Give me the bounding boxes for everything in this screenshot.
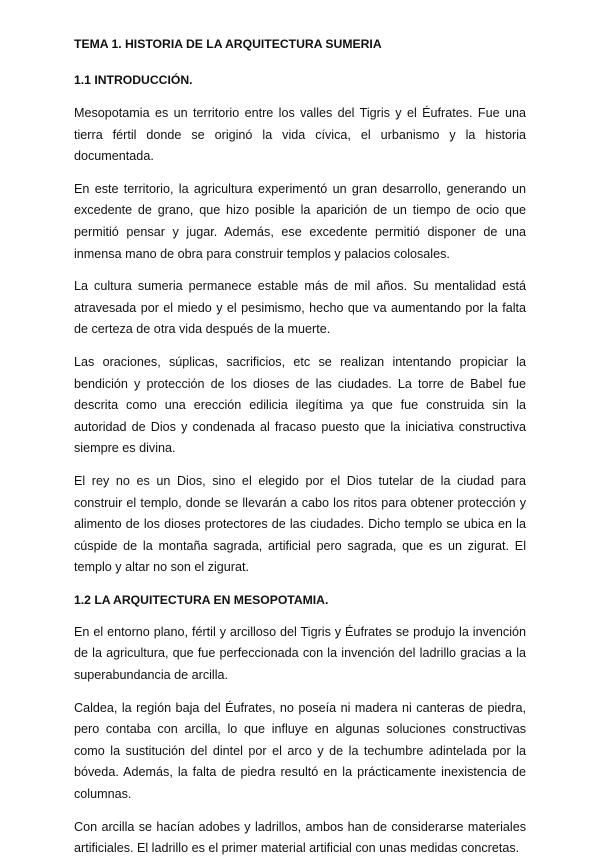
paragraph: Caldea, la región baja del Éufrates, no poseía ni madera ni canteras de piedra, pero contaba con arcilla, lo que influye en algunas soluciones constructivas como la sustitución del dintel por el arco y de la techumbre adintelada por la bóveda. Además, la falta de piedra resultó en la prácticamente inexistencia de columnas. [74,700,526,802]
section-heading-arquitectura: 1.2 LA ARQUITECTURA EN MESOPOTAMIA. [74,592,329,607]
paragraph: Mesopotamia es un territorio entre los valles del Tigris y el Éufrates. Fue una tierra fértil donde se originó la vida cívica, el urbanismo y la historia documentada. [74,106,526,164]
paragraph: La cultura sumeria permanece estable más de mil años. Su mentalidad está atravesada por el miedo y el pesimismo, hecho que va aumentando por la falta de certeza de otra vida después de la muerte. [74,279,526,337]
paragraph: En este territorio, la agricultura experimentó un gran desarrollo, generando un excedente de grano, que hizo posible la aparición de un tiempo de ocio que permitió pensar y jugar. Además, ese excedente permitió disponer de una inmensa mano de obra para construir templos y palacios colosales. [74,181,526,261]
section-heading-introduccion: 1.1 INTRODUCCIÓN. [74,73,193,87]
paragraph: En el entorno plano, fértil y arcilloso del Tigris y Éufrates se produjo la invención de la agricultura, que fue perfeccionada con la invención del ladrillo gracias a la superabundancia de arcilla. [74,624,526,683]
paragraph: Con arcilla se hacían adobes y ladrillos, ambos han de considerarse materiales artificiales. El ladrillo es el primer material artificial con unas medidas concretas. [74,819,526,856]
document-page [74,36,526,856]
document-title: TEMA 1. HISTORIA DE LA ARQUITECTURA SUMERIA [74,37,382,51]
paragraph: El rey no es un Dios, sino el elegido por el Dios tutelar de la ciudad para construir el templo, donde se llevarán a cabo los ritos para obtener protección y alimento de los dioses protectores de las ciudades. Dicho templo se ubica en la cúspide de la montaña sagrada, artificial pero sagrada, que es un zigurat. El templo y altar no son el zigurat. [74,473,526,575]
paragraph: Las oraciones, súplicas, sacrificios, etc se realizan intentando propiciar la bendición y protección de los dioses de las ciudades. La torre de Babel fue descrita como una erección edilicia ilegítima ya que fue construida sin la autoridad de Dios y condenada al fracaso puesto que la iniciativa constructiva siempre es divina. [74,354,526,456]
